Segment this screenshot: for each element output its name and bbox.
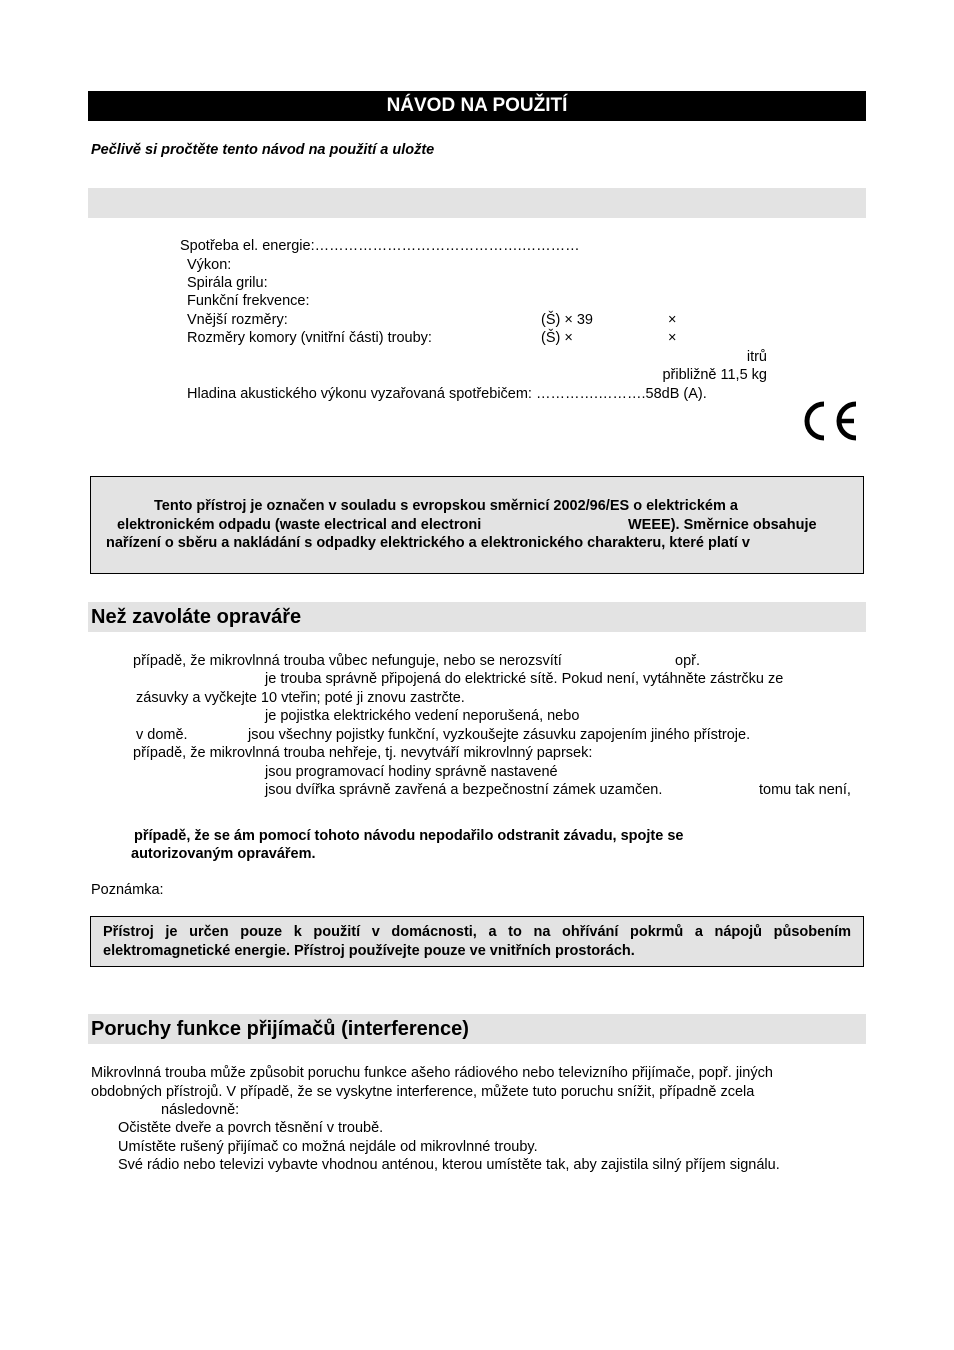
spec-power-consumption: Spotřeba el. energie:…………………………………….………… xyxy=(180,238,580,254)
interference-item-2: Umístěte rušený přijímač co možná nejdále od mikrovlnné trouby. xyxy=(118,1139,538,1155)
repair-line-5b: jsou všechny pojistky funkční, vyzkoušejte zásuvku zapojením jiného přístroje. xyxy=(248,727,751,743)
specs-header-bar xyxy=(88,188,866,218)
weee-line-3: nařízení o sběru a nakládání s odpadky elektrického a elektronického charakteru, které platí v xyxy=(106,535,750,551)
spec-outer-dims-x: × xyxy=(668,312,677,328)
repair-bold-line-1: případě, že se ám pomocí tohoto návodu nepodařilo odstranit závadu, spojte se xyxy=(134,828,684,844)
interference-para-line-1: Mikrovlnná trouba může způsobit poruchu funkce ašeho rádiového nebo televizního přijímače, popř. jiných xyxy=(91,1065,773,1081)
interference-section-heading: Poruchy funkce přijímačů (interference) xyxy=(88,1014,866,1044)
repair-line-8a: jsou dvířka správně zavřená a bezpečnostní zámek uzamčen. xyxy=(265,782,663,798)
repair-section-heading: Než zavoláte opraváře xyxy=(88,602,866,632)
spec-weight: přibližně 11,5 kg xyxy=(662,367,767,383)
repair-line-4: je pojistka elektrického vedení neporušená, nebo xyxy=(265,708,580,724)
ce-mark-icon xyxy=(800,398,860,444)
intro-text: Pečlivě si pročtěte tento návod na použití a uložte xyxy=(91,142,435,158)
repair-line-6: případě, že mikrovlnná trouba nehřeje, tj. nevytváří mikrovlnný paprsek: xyxy=(133,745,593,761)
repair-line-2: je trouba správně připojená do elektrické sítě. Pokud není, vytáhněte zástrčku ze xyxy=(265,671,784,687)
spec-volume: itrů xyxy=(746,349,767,365)
spec-cavity-dims-label: Rozměry komory (vnitřní části) trouby: xyxy=(187,330,432,346)
household-use-box xyxy=(90,916,864,967)
repair-line-5a: v domě. xyxy=(136,727,188,743)
weee-notice-box xyxy=(90,476,864,574)
interference-para-line-3: následovně: xyxy=(161,1102,240,1118)
interference-item-3: Své rádio nebo televizi vybavte vhodnou anténou, kterou umístěte tak, aby zajistila silný příjem signálu. xyxy=(118,1157,780,1173)
household-use-line-2: elektromagnetické energie. Přístroj používejte pouze ve vnitřních prostorách. xyxy=(103,943,635,959)
repair-line-1a: případě, že mikrovlnná trouba vůbec nefunguje, nebo se nerozsvítí xyxy=(133,653,562,669)
spec-grill: Spirála grilu: xyxy=(187,275,268,291)
spec-output: Výkon: xyxy=(187,257,232,273)
spec-outer-dims-value: (Š) × 39 xyxy=(541,312,593,328)
repair-bold-line-2: autorizovaným opravářem. xyxy=(131,846,316,862)
repair-line-1b: opř. xyxy=(675,653,700,669)
repair-line-3: zásuvky a vyčkejte 10 vteřin; poté ji znovu zastrčte. xyxy=(136,690,465,706)
note-label: Poznámka: xyxy=(91,882,164,898)
interference-para-line-2: obdobných přístrojů. V případě, že se vyskytne interference, můžete tuto poruchu snížit, případně zcela xyxy=(91,1084,755,1100)
repair-line-8b: tomu tak není, xyxy=(759,782,851,798)
repair-line-7: jsou programovací hodiny správně nastavené xyxy=(265,764,558,780)
page-title: NÁVOD NA POUŽITÍ xyxy=(88,91,866,121)
weee-line-2a: elektronickém odpadu (waste electrical and electroni xyxy=(117,517,482,533)
spec-noise: Hladina akustického výkonu vyzařovaná spotřebičem: ………….……….58dB (A). xyxy=(187,386,707,402)
spec-outer-dims-label: Vnější rozměry: xyxy=(187,312,288,328)
weee-line-1: Tento přístroj je označen v souladu s evropskou směrnicí 2002/96/ES o elektrickém a xyxy=(154,498,738,514)
weee-line-2b: WEEE). Směrnice obsahuje xyxy=(628,517,817,533)
interference-item-1: Očistěte dveře a povrch těsnění v troubě. xyxy=(118,1120,384,1136)
spec-frequency: Funkční frekvence: xyxy=(187,293,310,309)
household-use-line-1: Přístroj je určen pouze k použití v domácnosti, a to na ohřívání pokrmů a nápojů působením xyxy=(103,924,851,940)
spec-cavity-dims-value: (Š) × xyxy=(541,330,573,346)
spec-cavity-dims-x: × xyxy=(668,330,677,346)
